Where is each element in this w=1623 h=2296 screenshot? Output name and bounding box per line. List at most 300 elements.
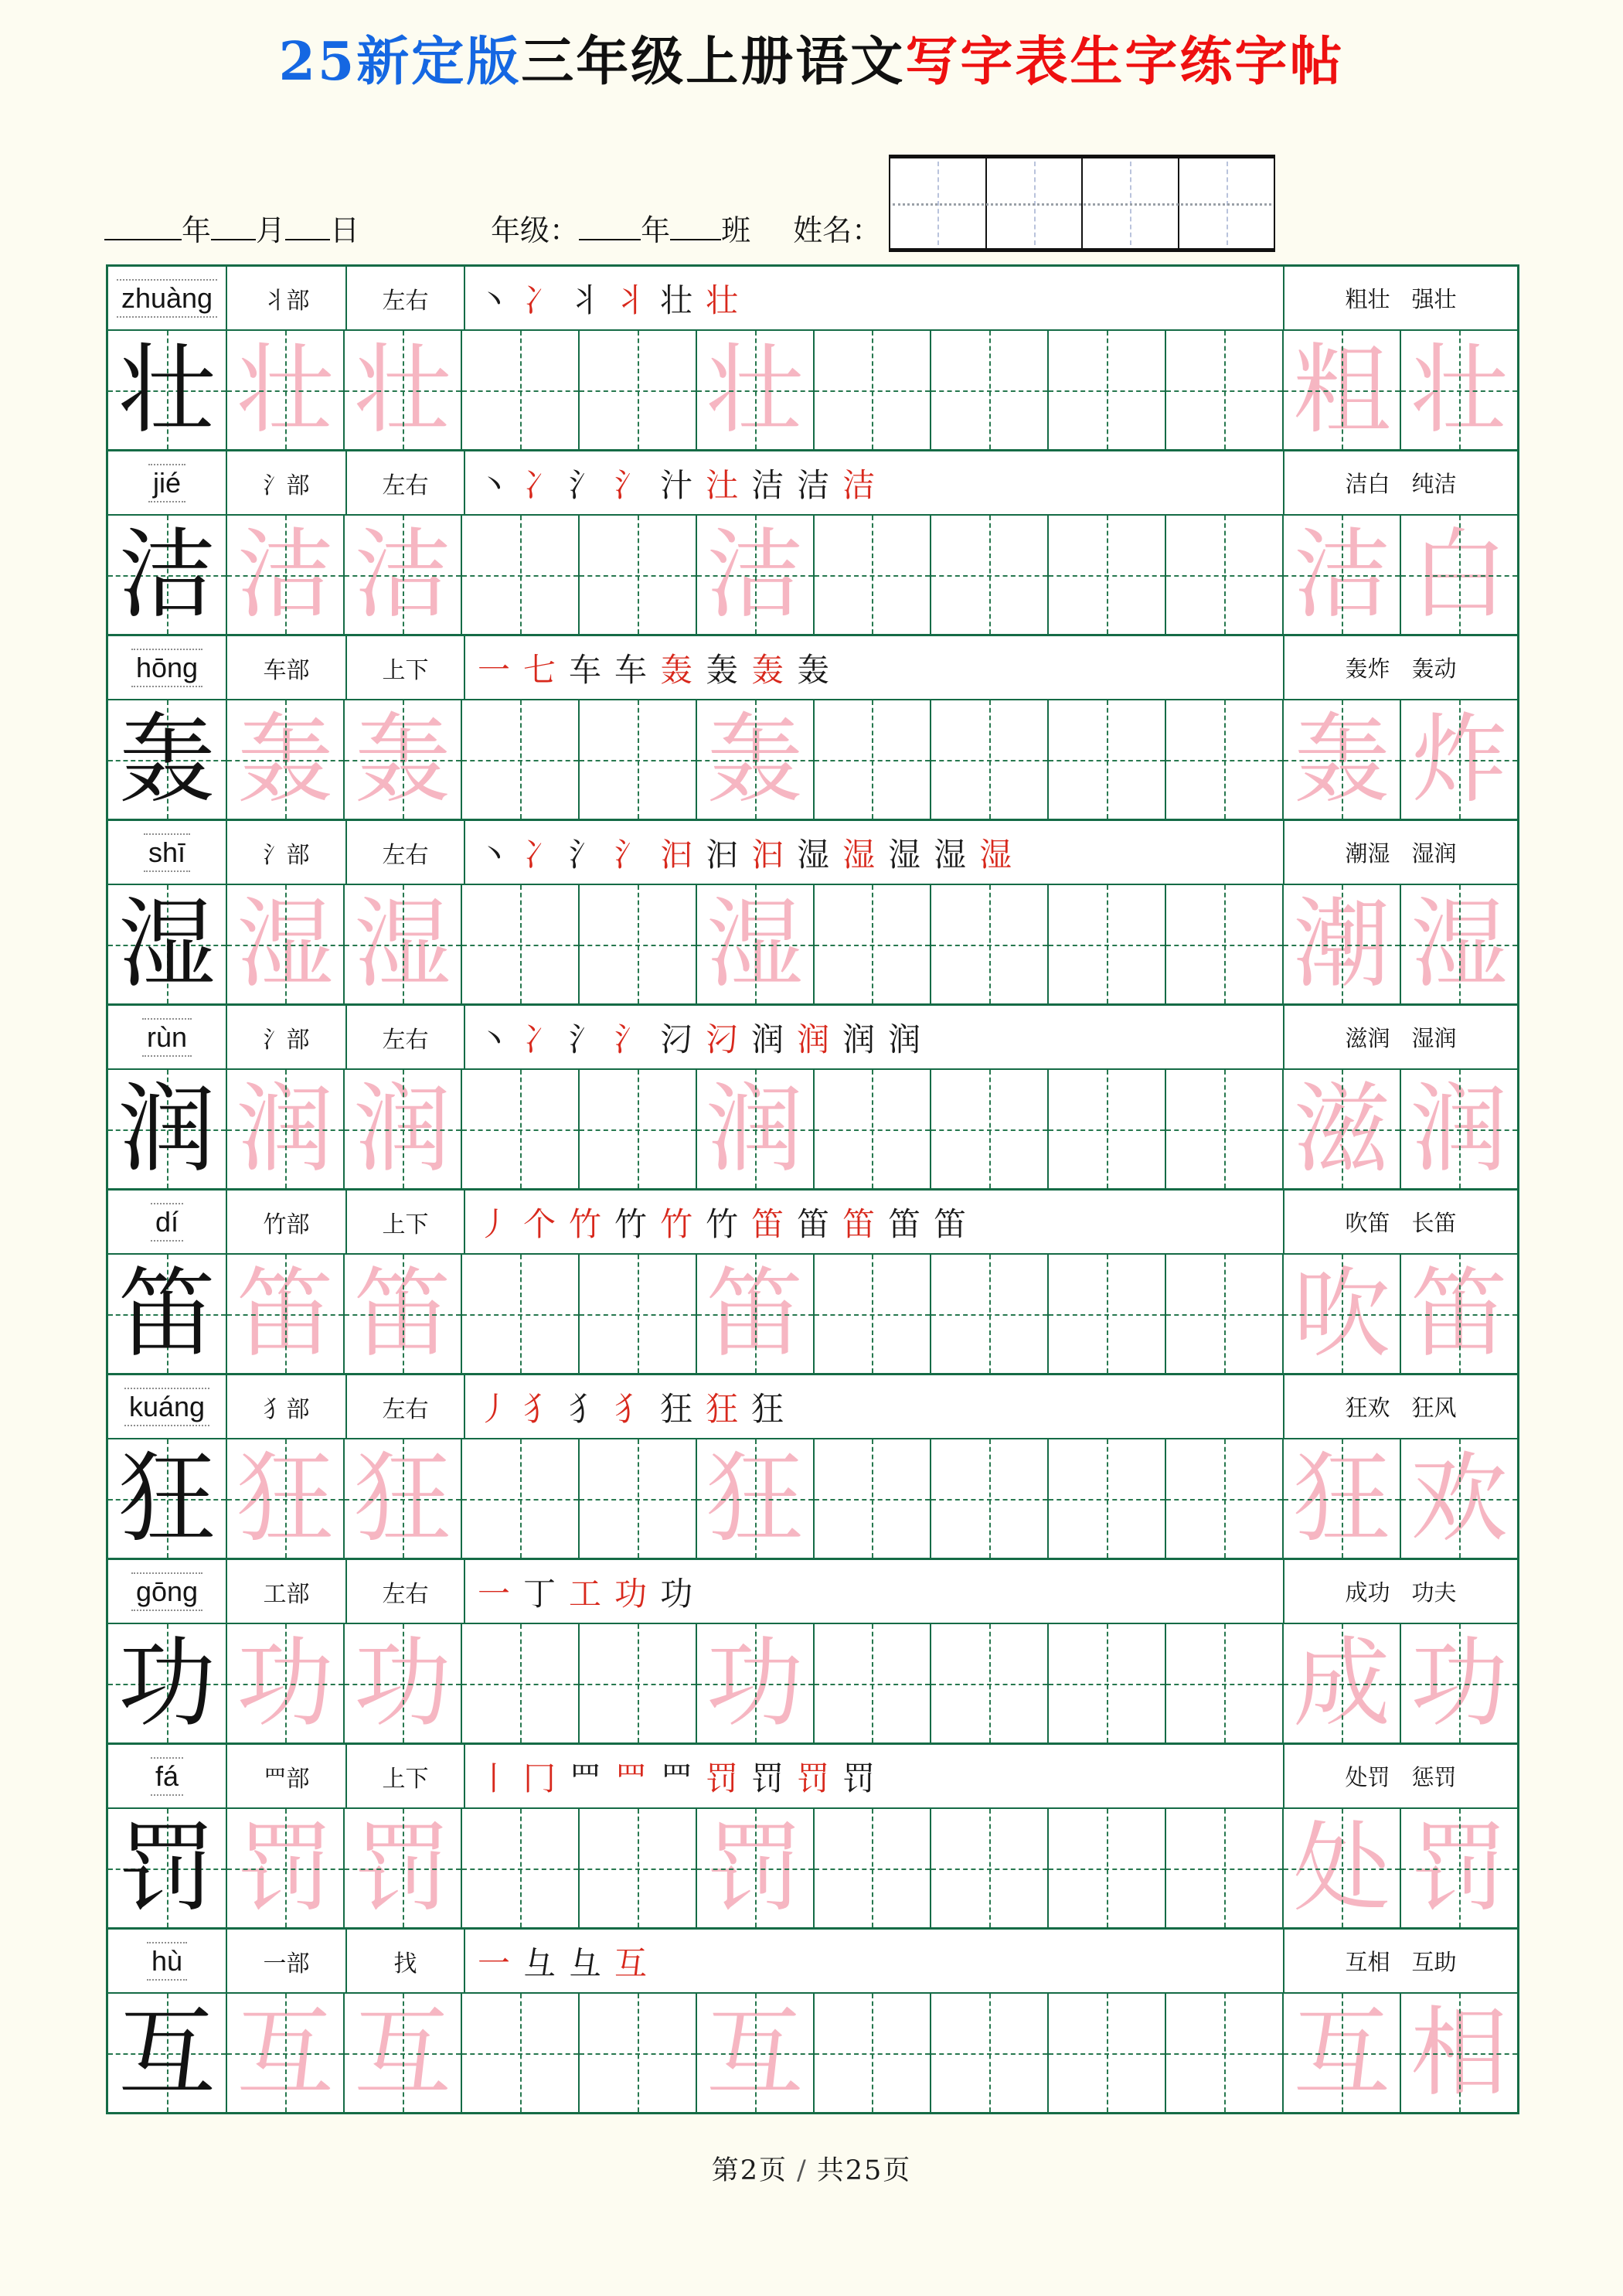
stroke-order-cell bbox=[464, 821, 1283, 884]
pinyin: hōng bbox=[131, 649, 202, 687]
practice-cell bbox=[1282, 331, 1400, 449]
character-header-row bbox=[108, 1375, 1517, 1439]
stroke-step: 车 bbox=[569, 650, 602, 689]
structure-cell bbox=[345, 1745, 464, 1807]
stroke-order-cell bbox=[464, 451, 1283, 514]
stroke-step: 罒 bbox=[569, 1759, 602, 1797]
trace-character: 壮 bbox=[236, 332, 334, 447]
page-total: 共25页 bbox=[816, 2155, 912, 2186]
practice-cell bbox=[461, 1624, 578, 1742]
practice-cell bbox=[813, 1809, 931, 1927]
trace-character: 狂 bbox=[1293, 1441, 1391, 1555]
practice-cell bbox=[1047, 516, 1165, 634]
word-1: 吹笛 bbox=[1345, 1210, 1390, 1236]
stroke-order-cell bbox=[464, 1006, 1283, 1068]
trace-character: 潮 bbox=[1293, 887, 1391, 1001]
stroke-step: 笛 bbox=[934, 1204, 967, 1243]
stroke-step: 汩 bbox=[660, 835, 693, 874]
practice-cell bbox=[343, 700, 461, 819]
stroke-step: 丶 bbox=[478, 281, 511, 319]
trace-character: 炸 bbox=[1410, 702, 1509, 816]
stroke-step: 犭 bbox=[569, 1389, 602, 1428]
name-grid-cell bbox=[1081, 158, 1178, 248]
grade-year-label: 年 bbox=[641, 213, 671, 247]
practice-cell bbox=[1165, 516, 1282, 634]
trace-character: 成 bbox=[1293, 1626, 1391, 1740]
stroke-step: 湿 bbox=[934, 835, 967, 874]
stroke-step: 丶 bbox=[478, 1020, 511, 1058]
trace-character: 处 bbox=[1293, 1811, 1391, 1925]
practice-cell bbox=[1400, 1809, 1517, 1927]
character-block bbox=[108, 267, 1517, 451]
practice-cell bbox=[930, 1809, 1047, 1927]
practice-cell bbox=[1047, 331, 1165, 449]
trace-character: 洁 bbox=[1293, 517, 1391, 632]
stroke-step: 润 bbox=[888, 1020, 921, 1058]
practice-cell bbox=[1047, 1809, 1165, 1927]
practice-row bbox=[108, 885, 1517, 1003]
word-2: 轰动 bbox=[1411, 656, 1457, 682]
practice-cell bbox=[578, 516, 696, 634]
info-row bbox=[104, 152, 1539, 252]
pinyin-cell bbox=[108, 636, 226, 699]
practice-cell bbox=[696, 700, 813, 819]
practice-cell bbox=[1282, 1624, 1400, 1742]
class-label: 班 bbox=[721, 213, 751, 247]
trace-character: 润 bbox=[236, 1071, 334, 1186]
practice-cell bbox=[1400, 700, 1517, 819]
stroke-step: 丁 bbox=[523, 1574, 556, 1613]
practice-cell bbox=[578, 1624, 696, 1742]
practice-cell bbox=[461, 1255, 578, 1373]
practice-cell bbox=[1400, 331, 1517, 449]
trace-character: 粗 bbox=[1293, 332, 1391, 447]
trace-character: 湿 bbox=[353, 887, 451, 1001]
stroke-step: 轰 bbox=[797, 650, 830, 689]
practice-cell bbox=[1400, 1994, 1517, 2112]
pinyin: kuáng bbox=[124, 1388, 209, 1426]
trace-character: 湿 bbox=[236, 887, 334, 1001]
structure: 左右 bbox=[382, 472, 429, 499]
trace-character: 湿 bbox=[1410, 887, 1509, 1001]
stroke-step: 润 bbox=[751, 1020, 784, 1058]
practice-cell bbox=[813, 885, 931, 1003]
practice-cell bbox=[930, 700, 1047, 819]
trace-character: 洁 bbox=[353, 517, 451, 632]
stroke-step: 汢 bbox=[706, 465, 739, 504]
word-1: 轰炸 bbox=[1345, 656, 1390, 682]
name-grid-cell bbox=[890, 158, 985, 248]
stroke-step: 丶 bbox=[478, 465, 511, 504]
stroke-step: 丬 bbox=[569, 281, 602, 319]
radical: 一部 bbox=[263, 1950, 310, 1977]
practice-cell bbox=[1400, 1070, 1517, 1188]
radical: 工部 bbox=[263, 1580, 310, 1608]
stroke-step: 氵 bbox=[569, 835, 602, 874]
stroke-step: 湿 bbox=[842, 835, 876, 874]
character-header-row bbox=[108, 451, 1517, 516]
trace-character: 洁 bbox=[706, 517, 804, 632]
word-2: 强壮 bbox=[1411, 286, 1457, 312]
pinyin-cell bbox=[108, 1930, 226, 1992]
trace-character: 白 bbox=[1410, 517, 1509, 632]
practice-cell bbox=[226, 331, 343, 449]
trace-character: 轰 bbox=[1293, 702, 1391, 816]
stroke-step: 犭 bbox=[523, 1389, 556, 1428]
word-1: 潮湿 bbox=[1345, 840, 1390, 867]
stroke-step: 洁 bbox=[751, 465, 784, 504]
practice-row bbox=[108, 1624, 1517, 1742]
character-block bbox=[108, 1191, 1517, 1375]
practice-cell bbox=[813, 1255, 931, 1373]
character-header-row bbox=[108, 1191, 1517, 1255]
practice-cell bbox=[696, 1994, 813, 2112]
structure-cell bbox=[345, 1560, 464, 1623]
trace-character: 滋 bbox=[1293, 1071, 1391, 1186]
practice-cell bbox=[343, 1809, 461, 1927]
practice-cell bbox=[343, 331, 461, 449]
practice-cell bbox=[461, 331, 578, 449]
example-character: 壮 bbox=[117, 332, 216, 447]
stroke-order-cell bbox=[464, 1191, 1283, 1253]
practice-cell bbox=[578, 1994, 696, 2112]
practice-cell bbox=[930, 1439, 1047, 1558]
stroke-step: 轰 bbox=[660, 650, 693, 689]
trace-character: 功 bbox=[236, 1626, 334, 1740]
practice-cell bbox=[1400, 885, 1517, 1003]
stroke-step: 壮 bbox=[706, 281, 739, 319]
practice-cell bbox=[1165, 1255, 1282, 1373]
practice-cell bbox=[461, 1070, 578, 1188]
stroke-step: 氵 bbox=[614, 465, 648, 504]
pinyin-cell bbox=[108, 1745, 226, 1807]
pinyin-cell bbox=[108, 267, 226, 329]
pinyin: jié bbox=[148, 464, 185, 502]
name-label: 姓名： bbox=[793, 213, 882, 247]
practice-cell bbox=[461, 1994, 578, 2112]
pinyin-cell bbox=[108, 451, 226, 514]
practice-cell bbox=[343, 1070, 461, 1188]
practice-cell bbox=[108, 700, 226, 819]
practice-cell bbox=[343, 1439, 461, 1558]
practice-cell bbox=[108, 1255, 226, 1373]
stroke-step: 一 bbox=[478, 1574, 511, 1613]
pinyin-cell bbox=[108, 1191, 226, 1253]
structure-cell bbox=[345, 821, 464, 884]
pinyin-cell bbox=[108, 1006, 226, 1068]
pinyin-cell bbox=[108, 1375, 226, 1438]
trace-character: 壮 bbox=[1410, 332, 1509, 447]
structure: 找 bbox=[393, 1950, 417, 1977]
words-cell bbox=[1283, 451, 1517, 514]
example-character: 湿 bbox=[117, 887, 216, 1001]
radical-cell bbox=[226, 1375, 345, 1438]
month-label: 月 bbox=[256, 213, 286, 247]
practice-cell bbox=[1047, 700, 1165, 819]
stroke-order-cell bbox=[464, 1560, 1283, 1623]
trace-character: 罚 bbox=[1410, 1811, 1509, 1925]
trace-character: 润 bbox=[706, 1071, 804, 1186]
word-2: 长笛 bbox=[1411, 1210, 1457, 1236]
practice-cell bbox=[461, 516, 578, 634]
date-blank-year bbox=[104, 239, 182, 240]
practice-cell bbox=[1047, 1070, 1165, 1188]
pinyin-cell bbox=[108, 821, 226, 884]
stroke-step: 冫 bbox=[523, 465, 556, 504]
stroke-step: 车 bbox=[614, 650, 648, 689]
structure: 上下 bbox=[382, 1765, 429, 1793]
radical-cell bbox=[226, 1560, 345, 1623]
name-grid-cell bbox=[985, 158, 1082, 248]
structure: 左右 bbox=[382, 841, 429, 869]
structure: 左右 bbox=[382, 287, 429, 315]
stroke-step: 罒 bbox=[614, 1759, 648, 1797]
stroke-step: 罚 bbox=[797, 1759, 830, 1797]
practice-cell bbox=[108, 1809, 226, 1927]
word-1: 互相 bbox=[1345, 1949, 1390, 1975]
character-block bbox=[108, 1930, 1517, 2112]
stroke-step: 汈 bbox=[706, 1020, 739, 1058]
practice-cell bbox=[461, 700, 578, 819]
character-block bbox=[108, 451, 1517, 636]
year-label: 年 bbox=[182, 213, 212, 247]
structure-cell bbox=[345, 1930, 464, 1992]
practice-cell bbox=[578, 1439, 696, 1558]
words-cell bbox=[1283, 636, 1517, 699]
trace-character: 湿 bbox=[706, 887, 804, 1001]
practice-cell bbox=[343, 1624, 461, 1742]
stroke-step: 犭 bbox=[614, 1389, 648, 1428]
radical-cell bbox=[226, 1191, 345, 1253]
practice-cell bbox=[696, 1624, 813, 1742]
practice-cell bbox=[226, 516, 343, 634]
character-block bbox=[108, 821, 1517, 1006]
date-blank-month bbox=[211, 239, 256, 240]
radical-cell bbox=[226, 1930, 345, 1992]
stroke-step: 汈 bbox=[660, 1020, 693, 1058]
stroke-step: 狂 bbox=[706, 1389, 739, 1428]
word-1: 洁白 bbox=[1345, 471, 1390, 497]
practice-cell bbox=[343, 1255, 461, 1373]
stroke-step: 彑 bbox=[569, 1943, 602, 1982]
trace-character: 润 bbox=[353, 1071, 451, 1186]
practice-cell bbox=[813, 1439, 931, 1558]
radical: 丬部 bbox=[263, 287, 310, 315]
practice-cell bbox=[696, 1070, 813, 1188]
character-header-row bbox=[108, 1560, 1517, 1624]
date-blank-day bbox=[285, 239, 330, 240]
practice-cell bbox=[1047, 1439, 1165, 1558]
stroke-step: 竹 bbox=[569, 1204, 602, 1243]
stroke-step: 工 bbox=[569, 1574, 602, 1613]
trace-character: 笛 bbox=[706, 1256, 804, 1371]
stroke-step: 氵 bbox=[614, 835, 648, 874]
stroke-step: 氵 bbox=[569, 465, 602, 504]
word-1: 狂欢 bbox=[1345, 1395, 1390, 1421]
practice-cell bbox=[1047, 885, 1165, 1003]
practice-row bbox=[108, 1255, 1517, 1373]
trace-character: 笛 bbox=[236, 1256, 334, 1371]
practice-cell bbox=[813, 516, 931, 634]
practice-cell bbox=[1165, 1439, 1282, 1558]
stroke-step: 个 bbox=[523, 1204, 556, 1243]
trace-character: 罚 bbox=[236, 1811, 334, 1925]
practice-cell bbox=[696, 1809, 813, 1927]
practice-cell bbox=[226, 1070, 343, 1188]
practice-cell bbox=[578, 1070, 696, 1188]
practice-cell bbox=[343, 1994, 461, 2112]
class-blank bbox=[670, 239, 721, 240]
stroke-step: 狂 bbox=[751, 1389, 784, 1428]
radical: 车部 bbox=[263, 656, 310, 684]
practice-cell bbox=[813, 1070, 931, 1188]
stroke-order-cell bbox=[464, 1745, 1283, 1807]
character-block bbox=[108, 1560, 1517, 1745]
stroke-step: 七 bbox=[523, 650, 556, 689]
practice-cell bbox=[813, 1624, 931, 1742]
word-2: 互助 bbox=[1411, 1949, 1457, 1975]
stroke-step: 笛 bbox=[888, 1204, 921, 1243]
word-2: 惩罚 bbox=[1411, 1764, 1457, 1790]
stroke-step: 罒 bbox=[660, 1759, 693, 1797]
trace-character: 相 bbox=[1410, 1995, 1509, 2110]
character-header-row bbox=[108, 1006, 1517, 1070]
practice-cell bbox=[930, 331, 1047, 449]
stroke-step: 一 bbox=[478, 650, 511, 689]
character-block bbox=[108, 1006, 1517, 1191]
grade-blank bbox=[579, 239, 641, 240]
practice-cell bbox=[1282, 1439, 1400, 1558]
stroke-order-cell bbox=[464, 1375, 1283, 1438]
trace-character: 轰 bbox=[706, 702, 804, 816]
pinyin-cell bbox=[108, 1560, 226, 1623]
title-edition: 25新定版 bbox=[278, 31, 522, 93]
words-cell bbox=[1283, 1745, 1517, 1807]
stroke-step: 彑 bbox=[523, 1943, 556, 1982]
stroke-step: 汩 bbox=[751, 835, 784, 874]
words-cell bbox=[1283, 267, 1517, 329]
practice-cell bbox=[696, 885, 813, 1003]
example-character: 笛 bbox=[117, 1256, 216, 1371]
stroke-step: 狂 bbox=[660, 1389, 693, 1428]
practice-cell bbox=[1165, 1070, 1282, 1188]
stroke-step: 冫 bbox=[523, 835, 556, 874]
word-1: 处罚 bbox=[1345, 1764, 1390, 1790]
practice-cell bbox=[578, 331, 696, 449]
trace-character: 狂 bbox=[353, 1441, 451, 1555]
trace-character: 狂 bbox=[236, 1441, 334, 1555]
stroke-order-cell bbox=[464, 267, 1283, 329]
practice-cell bbox=[930, 516, 1047, 634]
structure-cell bbox=[345, 1006, 464, 1068]
practice-cell bbox=[1400, 1624, 1517, 1742]
practice-cell bbox=[1047, 1994, 1165, 2112]
stroke-step: 汩 bbox=[706, 835, 739, 874]
radical: 竹部 bbox=[263, 1211, 310, 1238]
practice-cell bbox=[930, 1255, 1047, 1373]
character-block bbox=[108, 636, 1517, 821]
stroke-step: 氵 bbox=[569, 1020, 602, 1058]
pinyin: fá bbox=[151, 1757, 183, 1796]
word-2: 功夫 bbox=[1411, 1579, 1457, 1606]
practice-table bbox=[106, 264, 1519, 2114]
pinyin: shī bbox=[144, 833, 190, 872]
stroke-step: 互 bbox=[614, 1943, 648, 1982]
practice-cell bbox=[108, 331, 226, 449]
character-header-row bbox=[108, 821, 1517, 885]
practice-cell bbox=[930, 1624, 1047, 1742]
stroke-step: 洁 bbox=[797, 465, 830, 504]
practice-cell bbox=[578, 885, 696, 1003]
practice-cell bbox=[461, 1439, 578, 1558]
practice-cell bbox=[461, 1809, 578, 1927]
practice-cell bbox=[1047, 1255, 1165, 1373]
radical: 犭部 bbox=[263, 1395, 310, 1423]
practice-row bbox=[108, 331, 1517, 449]
practice-cell bbox=[813, 1994, 931, 2112]
practice-cell bbox=[1400, 1255, 1517, 1373]
character-header-row bbox=[108, 267, 1517, 331]
stroke-step: 冫 bbox=[523, 281, 556, 319]
word-1: 成功 bbox=[1345, 1579, 1390, 1606]
practice-cell bbox=[108, 1624, 226, 1742]
word-2: 湿润 bbox=[1411, 840, 1457, 867]
page-footer bbox=[0, 2149, 1623, 2188]
stroke-step: 丿 bbox=[478, 1389, 511, 1428]
words-cell bbox=[1283, 1560, 1517, 1623]
grade-line bbox=[491, 206, 750, 252]
trace-character: 轰 bbox=[353, 702, 451, 816]
radical-cell bbox=[226, 1745, 345, 1807]
character-block bbox=[108, 1745, 1517, 1930]
trace-character: 罚 bbox=[353, 1811, 451, 1925]
example-character: 功 bbox=[117, 1626, 216, 1740]
example-character: 狂 bbox=[117, 1441, 216, 1555]
example-character: 润 bbox=[117, 1071, 216, 1186]
stroke-step: 罚 bbox=[706, 1759, 739, 1797]
practice-row bbox=[108, 1070, 1517, 1188]
practice-cell bbox=[696, 516, 813, 634]
stroke-step: 笛 bbox=[842, 1204, 876, 1243]
stroke-step: 冂 bbox=[523, 1759, 556, 1797]
words-cell bbox=[1283, 1930, 1517, 1992]
stroke-order-cell bbox=[464, 1930, 1283, 1992]
trace-character: 互 bbox=[1293, 1995, 1391, 2110]
practice-cell bbox=[1047, 1624, 1165, 1742]
words-cell bbox=[1283, 1375, 1517, 1438]
footer-separator: / bbox=[796, 2155, 808, 2186]
words-cell bbox=[1283, 1191, 1517, 1253]
trace-character: 功 bbox=[353, 1626, 451, 1740]
radical-cell bbox=[226, 451, 345, 514]
practice-cell bbox=[108, 885, 226, 1003]
stroke-step: 湿 bbox=[979, 835, 1012, 874]
grade-label: 年级： bbox=[491, 213, 580, 247]
radical-cell bbox=[226, 821, 345, 884]
stroke-step: 丿 bbox=[478, 1204, 511, 1243]
practice-cell bbox=[1282, 516, 1400, 634]
radical: 氵部 bbox=[263, 841, 310, 869]
stroke-step: 笛 bbox=[797, 1204, 830, 1243]
practice-row bbox=[108, 700, 1517, 819]
title-subject: 写字表生字练字帖 bbox=[905, 31, 1345, 93]
practice-cell bbox=[578, 1809, 696, 1927]
stroke-step: 丶 bbox=[478, 835, 511, 874]
stroke-step: 润 bbox=[797, 1020, 830, 1058]
structure: 上下 bbox=[382, 1211, 429, 1238]
stroke-step: 壮 bbox=[660, 281, 693, 319]
trace-character: 互 bbox=[236, 1995, 334, 2110]
